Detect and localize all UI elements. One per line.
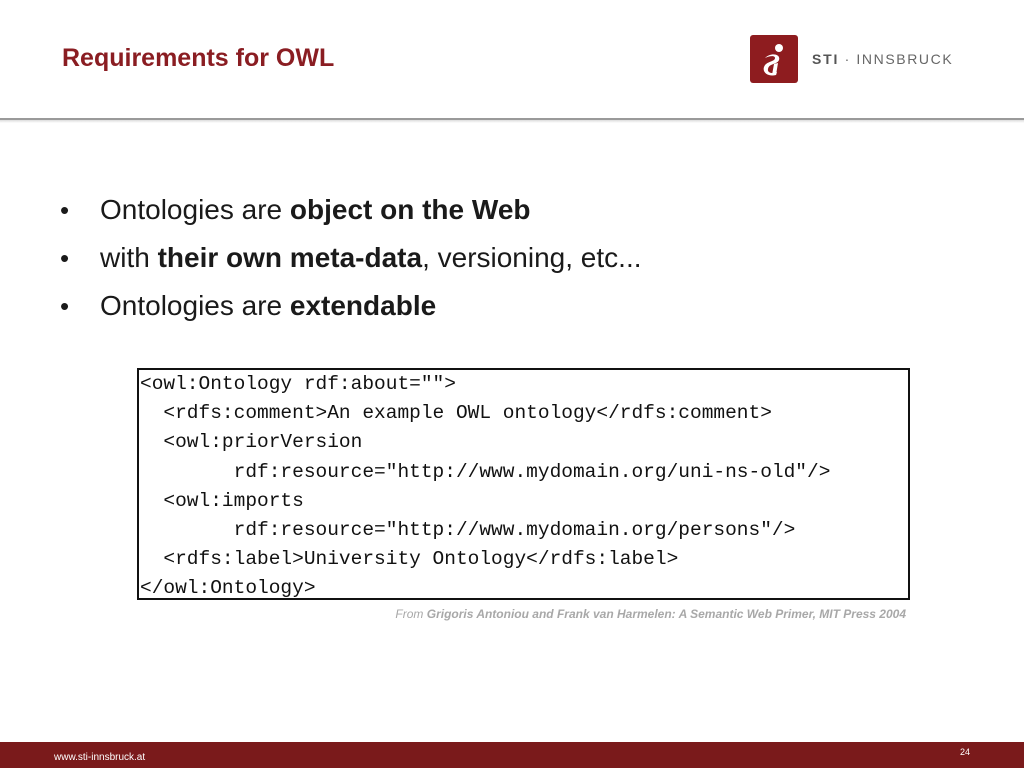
bullet-bold-text: extendable (289, 290, 437, 321)
header-divider-shadow (0, 120, 1024, 123)
bullet-item (60, 282, 642, 330)
bullet-item (60, 234, 642, 282)
code-example-box (137, 368, 910, 600)
caption-prefix: From (395, 607, 427, 621)
logo-wordmark (812, 51, 953, 67)
caption-source: Grigoris Antoniou and Frank van Harmelen: A Semantic Web Primer, MIT Press 2004 (426, 607, 906, 621)
code-line: </owl:Ontology> (140, 577, 316, 600)
sti-figure-icon (750, 35, 798, 83)
bullet-text (100, 186, 531, 234)
source-caption (395, 607, 906, 621)
code-line: <owl:imports (140, 489, 304, 512)
bullet-marker: • (60, 243, 70, 273)
bullet-text (100, 234, 642, 282)
slide-title: Requirements for OWL (62, 44, 335, 72)
bullet-marker: • (60, 291, 70, 321)
bullet-bold-text: their own meta-data (157, 242, 423, 273)
bullet-text (100, 282, 436, 330)
bullet-marker: • (60, 195, 70, 225)
code-line: <rdfs:comment>An example OWL ontology</rdfs:comment> (140, 402, 772, 425)
page-number: 24 (960, 747, 971, 757)
sti-innsbruck-logo (750, 34, 953, 84)
code-line: <owl:priorVersion (140, 431, 363, 454)
footer-bar (0, 742, 1024, 768)
code-line: <owl:Ontology rdf:about=""> (140, 373, 456, 395)
bullet-list (60, 186, 642, 330)
bullet-normal-text: with (100, 242, 158, 273)
bullet-normal-text: Ontologies are (100, 290, 290, 321)
logo-brand-bold: STI (812, 51, 840, 67)
code-line: <rdfs:label>University Ontology</rdfs:label> (140, 548, 679, 571)
code-line: rdf:resource="http://www.mydomain.org/uni-ns-old"/> (140, 460, 831, 483)
footer-url-link[interactable]: www.sti-innsbruck.at (54, 752, 146, 763)
code-line: rdf:resource="http://www.mydomain.org/persons"/> (140, 518, 796, 541)
bullet-item (60, 186, 642, 234)
bullet-tail-text: , versioning, etc... (422, 242, 642, 273)
bullet-bold-text: object on the Web (289, 194, 531, 225)
logo-brand-rest: · INNSBRUCK (839, 51, 954, 67)
bullet-normal-text: Ontologies are (100, 194, 290, 225)
